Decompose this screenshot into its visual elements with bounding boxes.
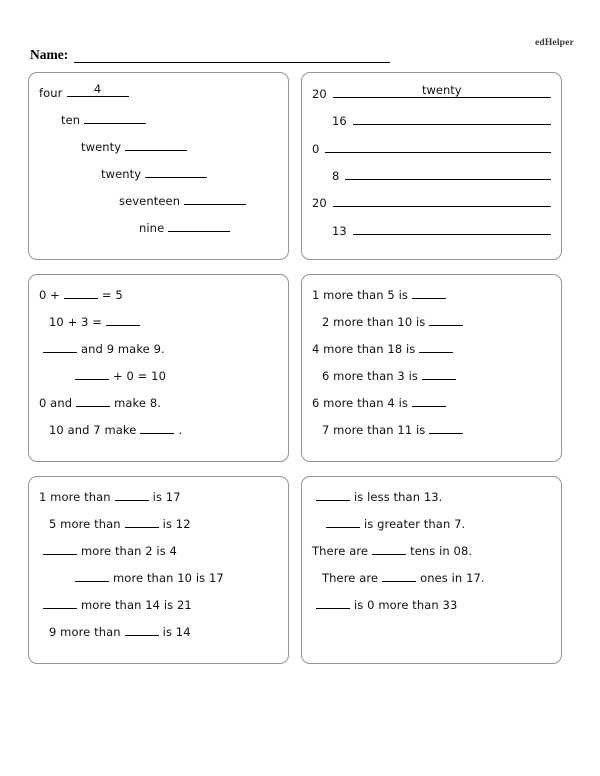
answer-blank[interactable] bbox=[333, 82, 551, 98]
problem-text: ones in 17. bbox=[420, 571, 485, 585]
problem-text: 9 more than bbox=[49, 625, 121, 639]
answer-blank[interactable] bbox=[115, 489, 149, 501]
answer-blank[interactable] bbox=[84, 112, 146, 124]
problem-line bbox=[312, 194, 551, 221]
grid-row-2 bbox=[28, 274, 562, 462]
problem-line bbox=[39, 341, 278, 368]
problem-line bbox=[312, 422, 551, 449]
problem-line bbox=[39, 166, 278, 193]
problem-grid bbox=[28, 72, 562, 664]
answer-blank[interactable] bbox=[76, 395, 110, 407]
answer-value: twenty bbox=[422, 82, 462, 97]
problem-text: 5 more than bbox=[49, 517, 121, 531]
word-label: seventeen bbox=[119, 194, 181, 208]
number-label: 20 bbox=[312, 196, 327, 211]
problem-text: 6 more than 3 is bbox=[322, 369, 418, 383]
box-number-to-word bbox=[301, 72, 562, 260]
problem-line bbox=[312, 570, 551, 597]
word-label: nine bbox=[139, 221, 165, 235]
problem-text: There are bbox=[312, 544, 369, 558]
problem-text: 7 more than 11 is bbox=[322, 423, 426, 437]
answer-blank[interactable] bbox=[184, 193, 246, 205]
problem-text: + 0 = 10 bbox=[113, 369, 166, 383]
word-label: four bbox=[39, 86, 63, 100]
answer-blank[interactable] bbox=[316, 597, 350, 609]
answer-blank[interactable] bbox=[140, 422, 174, 434]
box-more-than-answer bbox=[301, 274, 562, 462]
number-label: 8 bbox=[332, 168, 340, 183]
problem-line bbox=[39, 597, 278, 624]
answer-blank[interactable] bbox=[43, 543, 77, 555]
answer-blank[interactable] bbox=[412, 287, 446, 299]
answer-blank[interactable] bbox=[75, 368, 109, 380]
problem-line bbox=[39, 395, 278, 422]
box-word-to-number bbox=[28, 72, 289, 260]
problem-line bbox=[39, 112, 278, 139]
problem-line bbox=[39, 543, 278, 570]
answer-blank[interactable] bbox=[333, 194, 551, 207]
problem-line bbox=[312, 516, 551, 543]
grid-row-3 bbox=[28, 476, 562, 664]
problem-text: tens in 08. bbox=[410, 544, 473, 558]
problem-text: is 17 bbox=[152, 490, 181, 504]
problem-line bbox=[39, 314, 278, 341]
problem-text: more than 2 is 4 bbox=[81, 544, 177, 558]
number-label: 13 bbox=[332, 223, 347, 238]
problem-text: 0 and bbox=[39, 396, 73, 410]
edhelper-logo: edHelper bbox=[534, 38, 574, 48]
problem-text: 4 more than 18 is bbox=[312, 342, 416, 356]
problem-line bbox=[312, 112, 551, 139]
problem-line bbox=[312, 314, 551, 341]
problem-line bbox=[312, 597, 551, 624]
problem-line bbox=[39, 193, 278, 220]
problem-line bbox=[39, 368, 278, 395]
problem-line bbox=[39, 489, 278, 516]
answer-blank[interactable] bbox=[125, 516, 159, 528]
word-label: twenty bbox=[81, 140, 122, 154]
problem-line bbox=[39, 624, 278, 651]
answer-blank[interactable] bbox=[125, 624, 159, 636]
problem-line bbox=[312, 543, 551, 570]
problem-text: and 9 make 9. bbox=[81, 342, 165, 356]
problem-text: . bbox=[178, 423, 183, 437]
problem-line bbox=[39, 287, 278, 314]
answer-blank[interactable] bbox=[372, 543, 406, 555]
problem-line bbox=[312, 341, 551, 368]
problem-text: more than 10 is 17 bbox=[113, 571, 224, 585]
answer-blank[interactable] bbox=[429, 422, 463, 434]
problem-text: 2 more than 10 is bbox=[322, 315, 426, 329]
answer-blank[interactable] bbox=[168, 220, 230, 232]
answer-blank[interactable] bbox=[326, 516, 360, 528]
problem-line bbox=[312, 222, 551, 249]
problem-line bbox=[39, 220, 278, 247]
answer-blank[interactable] bbox=[345, 167, 551, 180]
problem-text: 10 + 3 = bbox=[49, 315, 102, 329]
answer-blank[interactable] bbox=[145, 166, 207, 178]
answer-blank[interactable] bbox=[325, 140, 551, 153]
answer-blank[interactable] bbox=[64, 287, 98, 299]
problem-text: 0 + bbox=[39, 288, 60, 302]
problem-line bbox=[39, 139, 278, 166]
problem-line bbox=[39, 422, 278, 449]
problem-line bbox=[39, 81, 278, 112]
name-input-blank[interactable] bbox=[74, 49, 390, 63]
problem-text: 6 more than 4 is bbox=[312, 396, 408, 410]
problem-line bbox=[39, 570, 278, 597]
answer-blank[interactable] bbox=[422, 368, 456, 380]
number-label: 20 bbox=[312, 87, 327, 101]
answer-blank[interactable] bbox=[125, 139, 187, 151]
box-more-than-missing bbox=[28, 476, 289, 664]
grid-row-1 bbox=[28, 72, 562, 260]
answer-value: 4 bbox=[93, 81, 102, 96]
answer-blank[interactable] bbox=[316, 489, 350, 501]
problem-text: 1 more than bbox=[39, 490, 111, 504]
answer-blank[interactable] bbox=[429, 314, 463, 326]
problem-text: is 12 bbox=[162, 517, 191, 531]
problem-text: is less than 13. bbox=[354, 490, 443, 504]
answer-blank[interactable] bbox=[412, 395, 446, 407]
problem-line bbox=[312, 287, 551, 314]
problem-text: = 5 bbox=[101, 288, 123, 302]
answer-blank[interactable] bbox=[353, 112, 551, 125]
problem-text: is 0 more than 33 bbox=[354, 598, 458, 612]
problem-line bbox=[312, 167, 551, 194]
box-number-bonds bbox=[28, 274, 289, 462]
answer-blank[interactable] bbox=[67, 81, 129, 97]
problem-text: more than 14 is 21 bbox=[81, 598, 192, 612]
name-field-row bbox=[30, 48, 390, 63]
answer-blank[interactable] bbox=[419, 341, 453, 353]
word-label: twenty bbox=[101, 167, 142, 181]
problem-line bbox=[312, 368, 551, 395]
problem-line bbox=[312, 489, 551, 516]
problem-text: There are bbox=[322, 571, 379, 585]
number-label: 16 bbox=[332, 114, 347, 129]
answer-blank[interactable] bbox=[75, 570, 109, 582]
problem-text: is 14 bbox=[162, 625, 191, 639]
problem-line bbox=[312, 395, 551, 422]
answer-blank[interactable] bbox=[43, 341, 77, 353]
number-label: 0 bbox=[312, 141, 320, 156]
problem-text: make 8. bbox=[114, 396, 162, 410]
answer-blank[interactable] bbox=[353, 222, 551, 235]
answer-blank[interactable] bbox=[106, 314, 140, 326]
problem-line bbox=[312, 82, 551, 112]
problem-text: is greater than 7. bbox=[364, 517, 466, 531]
word-label: ten bbox=[61, 113, 81, 127]
box-comparisons bbox=[301, 476, 562, 664]
problem-text: 10 and 7 make bbox=[49, 423, 137, 437]
problem-line bbox=[39, 516, 278, 543]
name-label: Name: bbox=[30, 47, 69, 62]
problem-line bbox=[312, 140, 551, 167]
answer-blank[interactable] bbox=[43, 597, 77, 609]
problem-text: 1 more than 5 is bbox=[312, 288, 408, 302]
answer-blank[interactable] bbox=[382, 570, 416, 582]
